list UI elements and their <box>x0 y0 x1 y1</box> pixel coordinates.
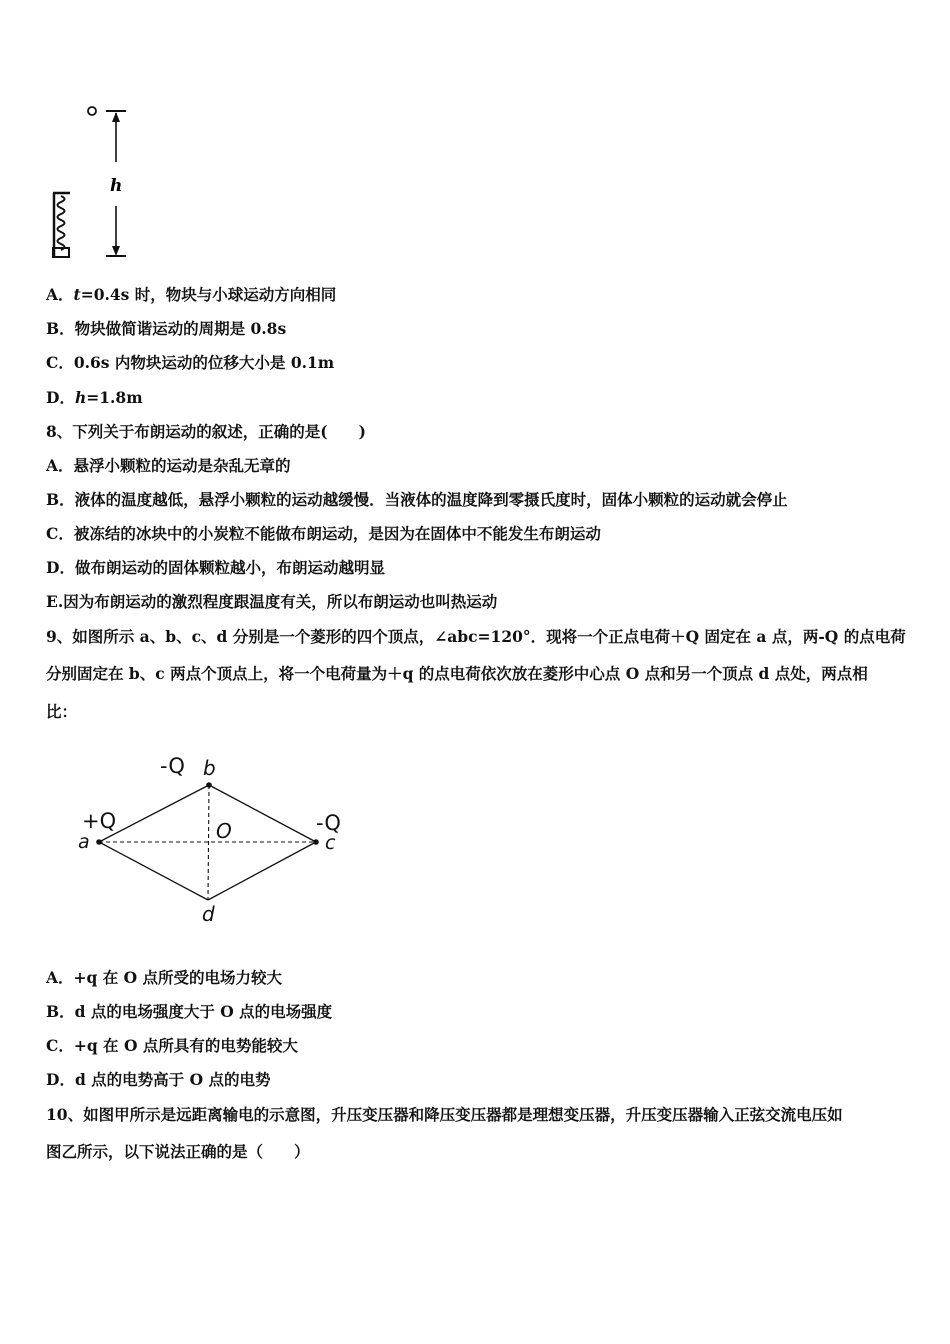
point-b <box>206 782 212 788</box>
point-a <box>96 839 102 845</box>
h-arrowhead-down <box>112 246 120 256</box>
charge-a-label: +Q <box>82 809 117 833</box>
q9-option-a: A．+q 在 O 点所受的电场力较大 <box>46 968 283 987</box>
charge-b-label: -Q <box>160 754 185 778</box>
rhombus-figure <box>74 745 374 930</box>
q8-option-d: D．做布朗运动的固体颗粒越小，布朗运动越明显 <box>46 558 385 577</box>
q10-stem-line2: 图乙所示，以下说法正确的是（ ） <box>46 1142 310 1161</box>
center-o-label: O <box>216 819 232 843</box>
q9-option-d: D．d 点的电势高于 O 点的电势 <box>46 1070 271 1089</box>
q8-option-a: A．悬浮小颗粒的运动是杂乱无章的 <box>46 456 291 475</box>
q9-stem-line2: 分别固定在 b、c 两点个顶点上，将一个电荷量为＋q 的点电荷依次放在菱形中心点 O 点和另一个顶点 d 点处，两点相 <box>46 664 868 683</box>
vertex-d-label: d <box>202 902 215 926</box>
q9-option-b: B．d 点的电场强度大于 O 点的电场强度 <box>46 1002 333 1021</box>
q7-option-c: C．0.6s 内物块运动的位移大小是 0.1m <box>46 353 335 372</box>
q7-option-b: B．物块做简谐运动的周期是 0.8s <box>46 319 287 338</box>
vertex-a-label: a <box>78 831 90 853</box>
h-label: h <box>110 176 123 196</box>
edge-da <box>99 842 208 900</box>
diagonal-bd <box>208 785 209 900</box>
edge-cd <box>208 842 316 900</box>
q8-option-b: B．液体的温度越低，悬浮小颗粒的运动越缓慢．当液体的温度降到零摄氏度时，固体小颗粒的运动就会停止 <box>46 490 788 509</box>
q9-stem-line1: 9、如图所示 a、b、c、d 分别是一个菱形的四个顶点，∠abc=120°．现将一个正点电荷＋Q 固定在 a 点，两-Q 的点电荷 <box>46 627 906 646</box>
spring-ball-figure <box>44 102 134 267</box>
vertex-b-label: b <box>203 756 216 780</box>
q9-option-c: C．+q 在 O 点所具有的电势能较大 <box>46 1036 298 1055</box>
ball <box>88 107 96 115</box>
h-arrowhead-up <box>112 112 120 122</box>
q8-option-c: C．被冻结的冰块中的小炭粒不能做布朗运动，是因为在固体中不能发生布朗运动 <box>46 524 601 543</box>
q7-option-a: A．t=0.4s 时，物块与小球运动方向相同 <box>46 285 337 304</box>
q10-stem-line1: 10、如图甲所示是远距离输电的示意图，升压变压器和降压变压器都是理想变压器，升压变压器输入正弦交流电压如 <box>46 1105 843 1124</box>
point-c <box>313 839 319 845</box>
spring-coil <box>58 196 65 250</box>
q8-stem: 8、下列关于布朗运动的叙述，正确的是( ) <box>46 422 366 441</box>
charge-c-label: -Q <box>316 811 341 835</box>
q7-option-d: D．h=1.8m <box>46 388 143 407</box>
q9-stem-line3: 比： <box>46 702 78 721</box>
q8-option-e: E.因为布朗运动的激烈程度跟温度有关，所以布朗运动也叫热运动 <box>46 592 498 611</box>
vertex-c-label: c <box>325 832 336 854</box>
